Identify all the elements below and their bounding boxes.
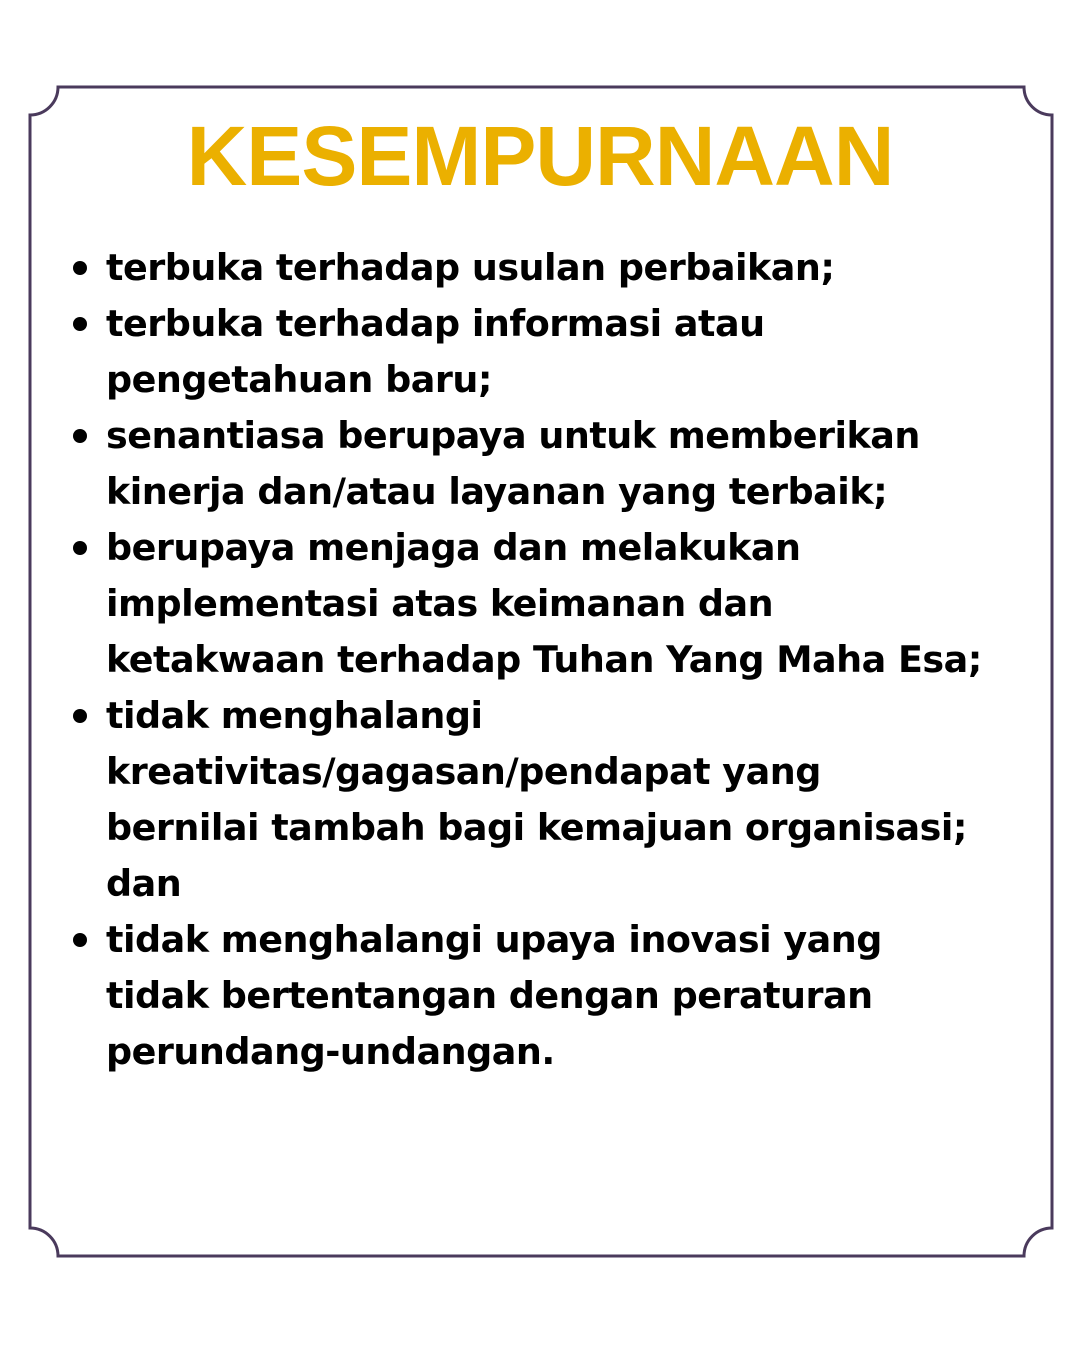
list-item-line: terbuka terhadap informasi atau [106,302,765,345]
list-item-line: senantiasa berupaya untuk memberikan [106,414,920,457]
list-item-line: perundang-undangan. [106,1030,555,1073]
list-item-line: tidak bertentangan dengan peraturan [106,974,873,1017]
bullet-list [0,240,1080,1080]
bullet-dot-icon [73,709,87,723]
list-item [0,520,1080,688]
list-item-line: terbuka terhadap usulan perbaikan; [106,246,835,289]
list-item-line: bernilai tambah bagi kemajuan organisasi; [106,806,967,849]
list-item [0,912,1080,1080]
bullet-dot-icon [73,541,87,555]
list-item-line: pengetahuan baru; [106,358,492,401]
bullet-dot-icon [73,317,87,331]
list-item-line: berupaya menjaga dan melakukan [106,526,801,569]
list-item [0,408,1080,520]
list-item-line: dan [106,862,182,905]
list-item [0,240,1080,296]
list-item-line: kreativitas/gagasan/pendapat yang [106,750,821,793]
list-item-line: tidak menghalangi upaya inovasi yang [106,918,882,961]
list-item-line: ketakwaan terhadap Tuhan Yang Maha Esa; [106,638,982,681]
list-item-line: tidak menghalangi [106,694,483,737]
list-item-line: implementasi atas keimanan dan [106,582,774,625]
list-item-line: kinerja dan/atau layanan yang terbaik; [106,470,888,513]
page-title: KESEMPURNAAN [186,109,894,203]
bullet-dot-icon [73,429,87,443]
list-item [0,688,1080,912]
list-item [0,296,1080,408]
bullet-dot-icon [73,933,87,947]
bullet-dot-icon [73,261,87,275]
